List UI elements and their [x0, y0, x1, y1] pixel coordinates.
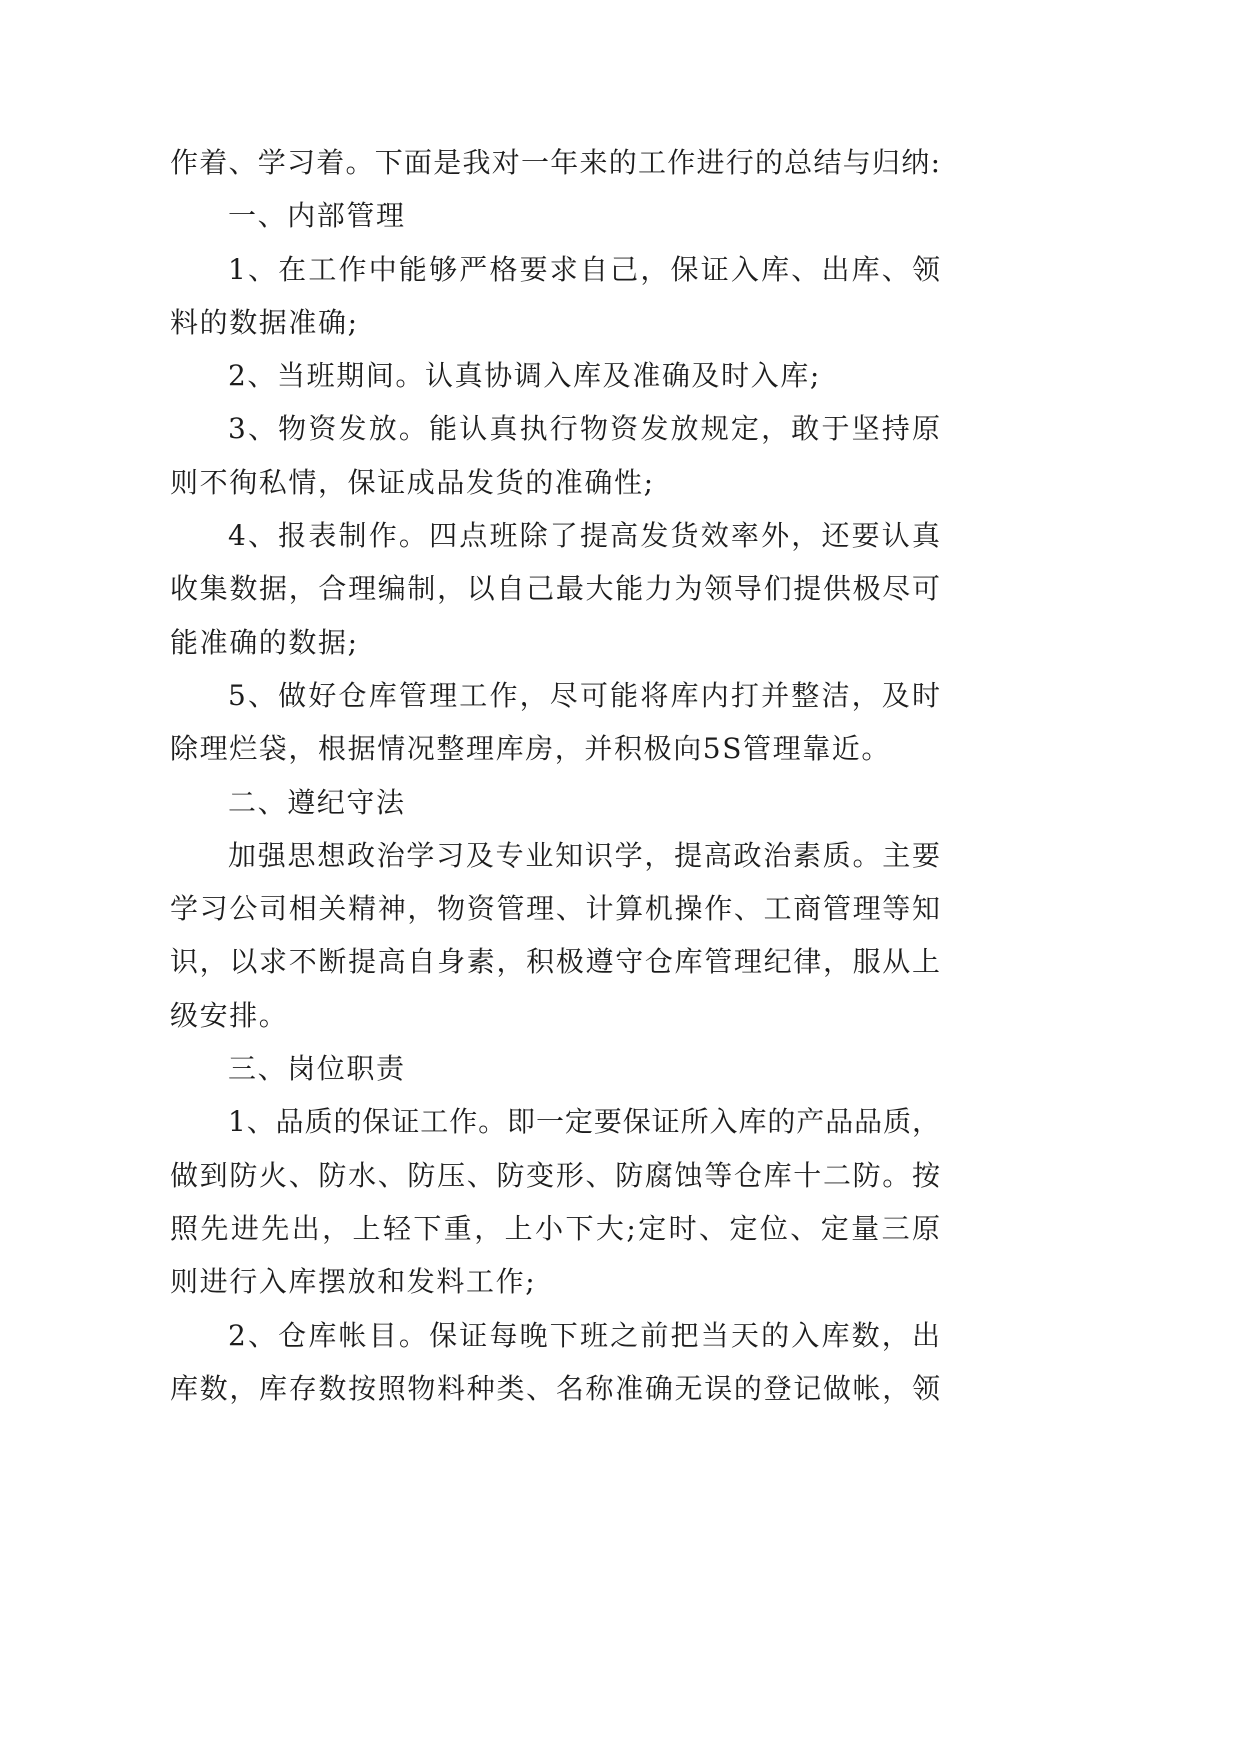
- paragraph-line: 学习公司相关精神，物资管理、计算机操作、工商管理等知: [170, 892, 940, 926]
- paragraph-line: 照先进先出，上轻下重，上小下大;定时、定位、定量三原: [170, 1211, 940, 1245]
- section-discipline: [170, 776, 940, 1042]
- paragraph-line: 则不徇私情，保证成品发货的准确性;: [170, 465, 655, 499]
- paragraph-line: 除理烂袋，根据情况整理库房，并积极向5S管理靠近。: [170, 732, 891, 766]
- paragraph-line: 2、仓库帐目。保证每晚下班之前把当天的入库数，出: [228, 1318, 940, 1352]
- paragraph: [170, 1309, 940, 1416]
- paragraph-line: 能准确的数据;: [170, 625, 359, 659]
- section-heading: 二、遵纪守法: [228, 785, 406, 819]
- section-heading: 一、内部管理: [228, 199, 406, 233]
- paragraph-line: 料的数据准确;: [170, 305, 359, 339]
- paragraph: [170, 669, 940, 776]
- document-body: [170, 136, 940, 1415]
- paragraph: [170, 509, 940, 669]
- paragraph-line: 5、做好仓库管理工作，尽可能将库内打并整洁，及时: [228, 678, 940, 712]
- continuation-line: 作着、学习着。下面是我对一年来的工作进行的总结与归纳:: [170, 146, 940, 179]
- paragraph-line: 级安排。: [170, 998, 289, 1032]
- paragraph-line: 4、报表制作。四点班除了提高发货效率外，还要认真: [228, 519, 940, 553]
- paragraph-line: 库数，库存数按照物料种类、名称准确无误的登记做帐，领: [170, 1371, 940, 1405]
- paragraph-line: 做到防火、防水、防压、防变形、防腐蚀等仓库十二防。按: [170, 1158, 940, 1192]
- section-heading: 三、岗位职责: [228, 1052, 406, 1086]
- paragraph-line: 1、在工作中能够严格要求自己，保证入库、出库、领: [228, 252, 940, 286]
- paragraph-line: 2、当班期间。认真协调入库及准确及时入库;: [228, 359, 821, 393]
- paragraph-line: 则进行入库摆放和发料工作;: [170, 1265, 537, 1299]
- paragraph-line: 收集数据，合理编制，以自己最大能力为领导们提供极尽可: [170, 572, 940, 606]
- section-job-duties: [170, 1042, 940, 1415]
- section-internal-management: [170, 189, 940, 775]
- paragraph-line: 1、品质的保证工作。即一定要保证所入库的产品品质，: [228, 1105, 940, 1139]
- paragraph: [170, 829, 940, 1042]
- paragraph-line: 加强思想政治学习及专业知识学，提高政治素质。主要: [228, 838, 940, 872]
- paragraph: [170, 1095, 940, 1308]
- paragraph-line: 3、物资发放。能认真执行物资发放规定，敢于坚持原: [228, 412, 940, 446]
- paragraph: [170, 402, 940, 509]
- paragraph: [170, 243, 940, 350]
- paragraph-line: 识，以求不断提高自身素，积极遵守仓库管理纪律，服从上: [170, 945, 940, 979]
- paragraph: [170, 349, 940, 402]
